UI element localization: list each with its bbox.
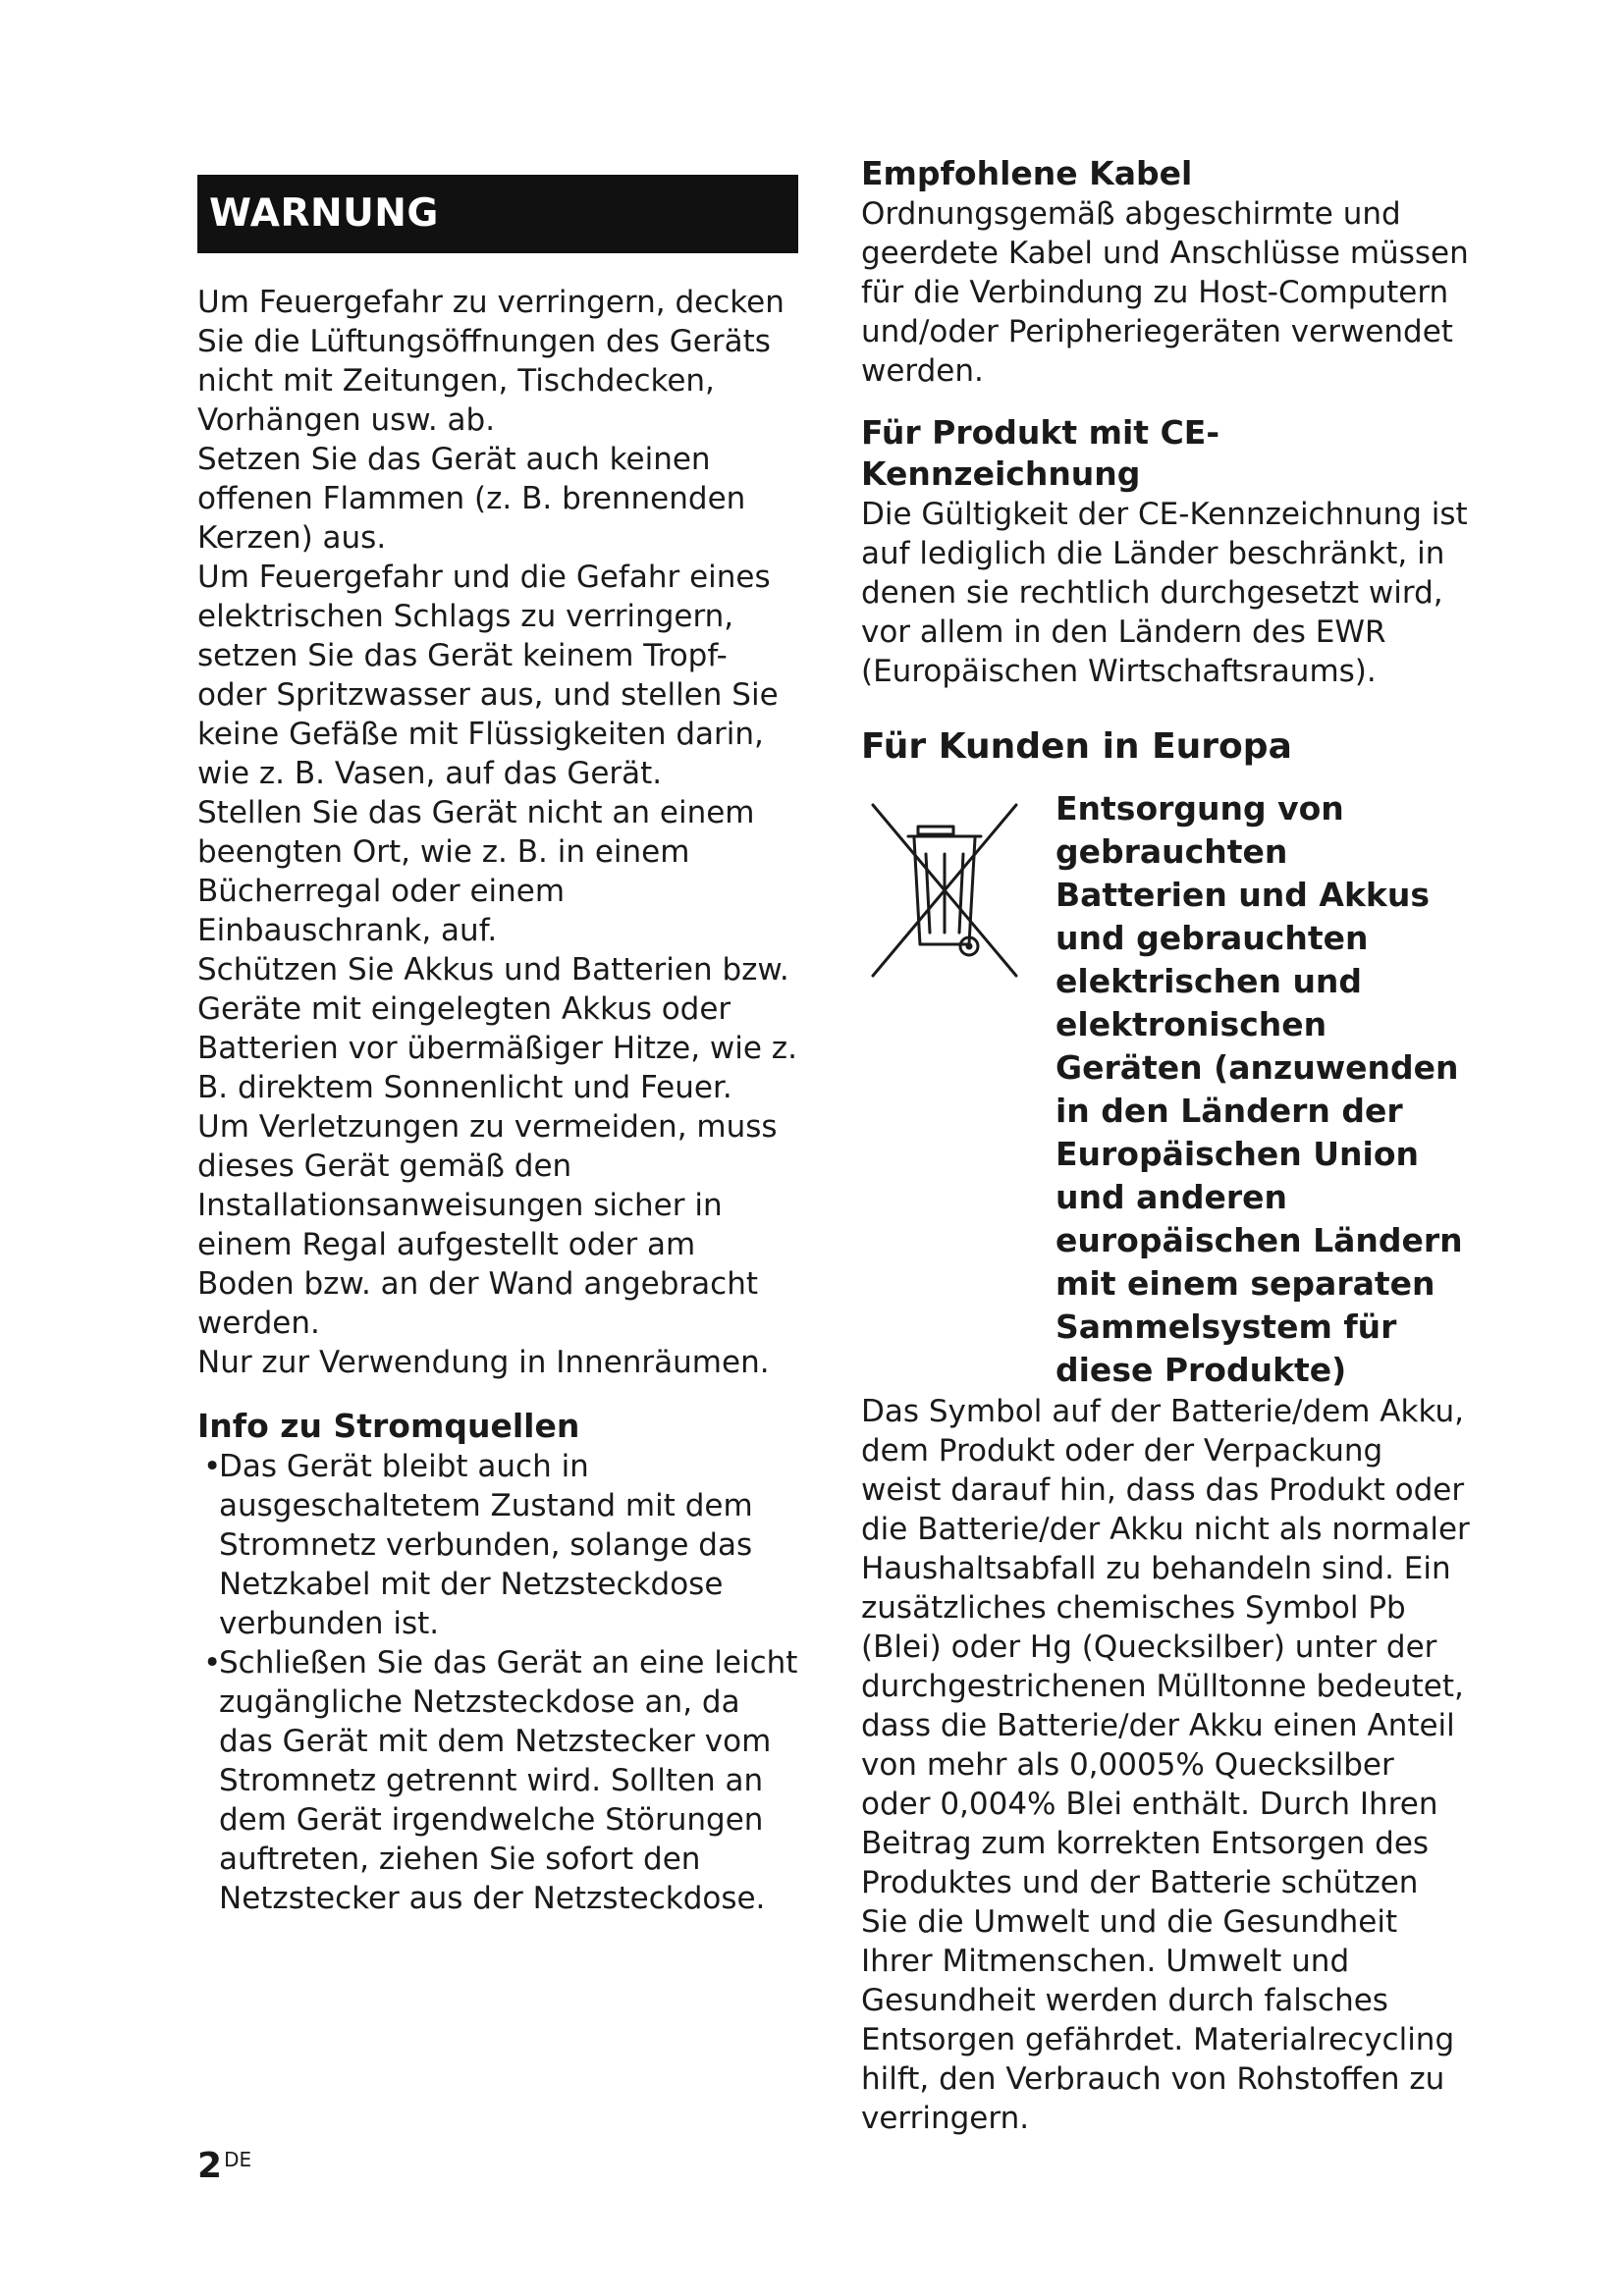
warning-paragraph: Nur zur Verwendung in Innenräumen. (197, 1345, 770, 1380)
warning-banner: WARNUNG (197, 175, 798, 253)
warning-paragraph: Schützen Sie Akkus und Batterien bzw. Geräte mit eingelegten Akkus oder Batterien vor übermäßiger Hitze, wie z. B. direktem Sonnenlicht und Feuer. (197, 952, 797, 1105)
cables-text: Ordnungsgemäß abgeschirmte und geerdete Kabel und Anschlüsse müssen für die Verbindung zu Host-Computern und/oder Peripheriegeräten verwendet werden. (861, 196, 1469, 389)
power-bullet (197, 1447, 798, 1643)
disposal-title: Entsorgung von gebrauchten Batterien und Akkus und gebrauchten elektrischen und elektronischen Geräten (anzuwenden in den Ländern der Europäischen Union und anderen europäischen Ländern mit einem separaten Sammelsystem für diese Produkte) (1056, 789, 1463, 1389)
power-bullet (197, 1643, 798, 1918)
warning-paragraph: Setzen Sie das Gerät auch keinen offenen Flammen (z. B. brennenden Kerzen) aus. (197, 442, 746, 556)
language-code: DE (224, 2148, 252, 2171)
cables-section (861, 153, 1470, 391)
warning-paragraph: Um Feuergefahr und die Gefahr eines elektrischen Schlags zu verringern, setzen Sie das Gerät keinem Tropf- oder Spritzwasser aus, und stellen Sie keine Gefäße mit Flüssigkeiten darin, wie z. B. Vasen, auf das Gerät. (197, 560, 779, 791)
power-bullet-list (197, 1447, 798, 1918)
europe-heading: Für Kunden in Europa (861, 726, 1292, 767)
ce-section (861, 412, 1470, 691)
right-column (861, 153, 1470, 2138)
disposal-text: Das Symbol auf der Batterie/dem Akku, dem Produkt oder der Verpackung weist darauf hin, dass das Produkt oder die Batterie/der Akku nicht als normaler Haushaltsabfall zu behandeln sind. Ein zusätzliches chemisches Symbol Pb (Blei) oder Hg (Quecksilber) unter der durchgestrichenen Mülltonne bedeutet, dass die Batterie/der Akku einen Anteil von mehr als 0,0005% Quecksilber oder 0,004% Blei enthält. Durch Ihren Beitrag zum korrekten Entsorgen des Produktes und der Batterie schützen Sie die Umwelt und die Gesundheit Ihrer Mitmenschen. Umwelt und Gesundheit werden durch falsches Entsorgen gefährdet. Materialrecycling hilft, den Verbrauch von Rohstoffen zu verringern. (861, 1394, 1470, 2136)
left-column (197, 175, 798, 1918)
page-number (197, 2146, 251, 2186)
power-bullet-text: Das Gerät bleibt auch in ausgeschaltetem Zustand mit dem Stromnetz verbunden, solange das Netzkabel mit der Netzsteckdose verbunden ist. (219, 1449, 753, 1641)
crossed-out-wheelie-bin-icon (861, 797, 1028, 984)
bullet-marker: • (203, 1645, 222, 1681)
ce-heading: Für Produkt mit CE-Kennzeichnung (861, 413, 1220, 493)
power-heading: Info zu Stromquellen (197, 1407, 580, 1445)
power-bullet-text: Schließen Sie das Gerät an eine leicht zugängliche Netzsteckdose an, da das Gerät mit dem Netzstecker vom Stromnetz getrennt wird. Sollten an dem Gerät irgendwelche Störungen auftreten, ziehen Sie sofort den Netzstecker aus der Netzsteckdose. (219, 1645, 798, 1916)
weee-block (861, 787, 1470, 1392)
warning-paragraph: Um Verletzungen zu vermeiden, muss dieses Gerät gemäß den Installationsanweisungen sicher in einem Regal aufgestellt oder am Boden bzw. an der Wand angebracht werden. (197, 1109, 778, 1341)
warning-paragraph: Um Feuergefahr zu verringern, decken Sie die Lüftungsöffnungen des Geräts nicht mit Zeitungen, Tischdecken, Vorhängen usw. ab. (197, 285, 785, 438)
ce-text: Die Gültigkeit der CE-Kennzeichnung ist auf lediglich die Länder beschränkt, in denen sie rechtlich durchgesetzt wird, vor allem in den Ländern des EWR (Europäischen Wirtschaftsraums). (861, 497, 1468, 689)
page-number-value: 2 (197, 2146, 223, 2186)
bullet-marker: • (203, 1449, 222, 1484)
warning-paragraph: Stellen Sie das Gerät nicht an einem beengten Ort, wie z. B. in einem Bücherregal oder einem Einbauschrank, auf. (197, 795, 755, 948)
warning-text (197, 283, 798, 1382)
cables-heading: Empfohlene Kabel (861, 154, 1193, 192)
